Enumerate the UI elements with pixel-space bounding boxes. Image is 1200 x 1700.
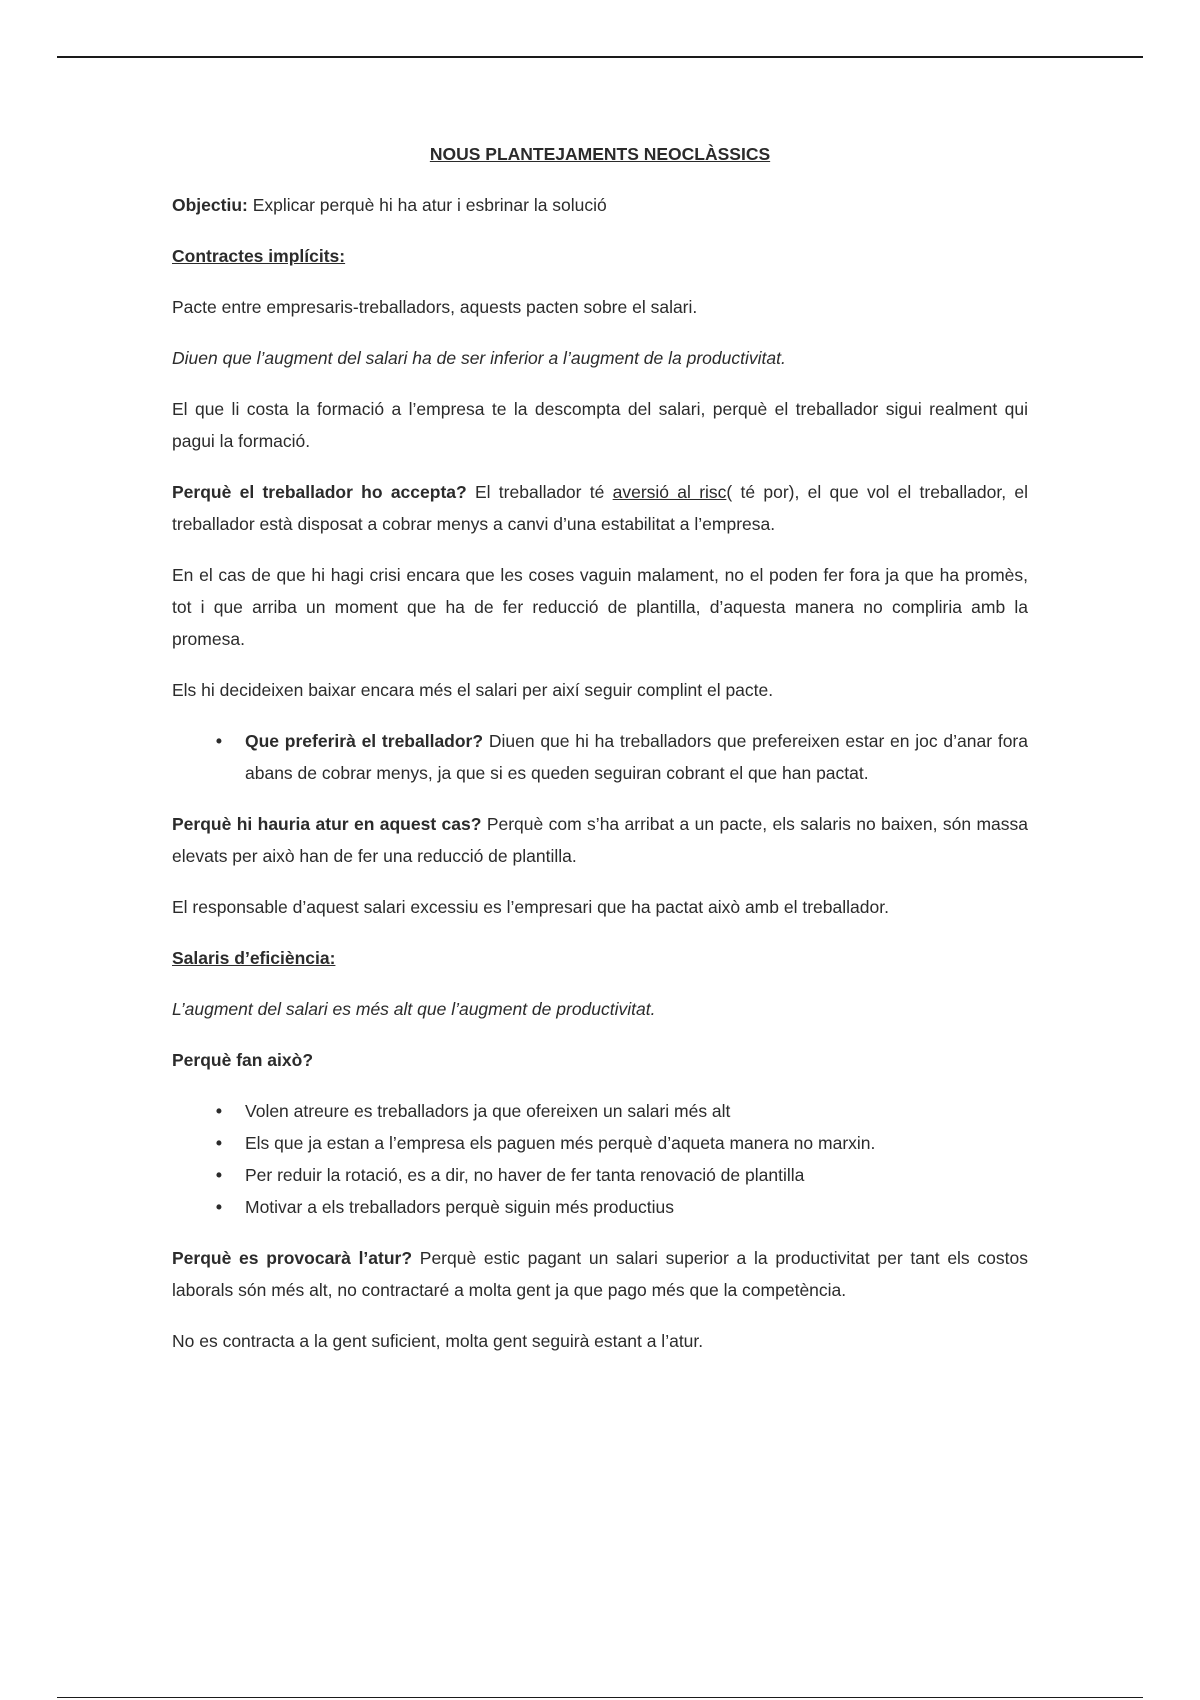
list-item-label: Que preferirà el treballador?: [245, 731, 484, 751]
question-paragraph: [172, 476, 1028, 540]
section-heading-eficiencia: [172, 942, 1028, 974]
list-item: [172, 1159, 1028, 1191]
paragraph: El responsable d’aquest salari excessiu es l’empresari que ha pactat això amb el treballador.: [172, 897, 889, 917]
question-paragraph: [172, 1242, 1028, 1306]
list-item: [172, 1191, 1028, 1223]
bullet-icon: •: [215, 1101, 223, 1121]
bullet-icon: •: [215, 1165, 223, 1185]
paragraph: En el cas de que hi hagi crisi encara que les coses vaguin malament, no el poden fer fora ja que ha promès, tot i que arriba un moment que ha de fer reducció de plantilla, d’aquesta manera no compliria amb la promesa.: [172, 565, 1028, 649]
paragraph: Pacte entre empresaris-treballadors, aquests pacten sobre el salari.: [172, 297, 698, 317]
bullet-icon: •: [215, 1133, 223, 1153]
question-text: Perquè estic pagant un salari superior a la productivitat per tant els costos laborals són més alt, no contractaré a molta gent ja que pago més que la competència.: [172, 1248, 1028, 1300]
paragraph: El que li costa la formació a l’empresa te la descompta del salari, perquè el treballador sigui realment qui pagui la formació.: [172, 399, 1028, 451]
paragraph: Els hi decideixen baixar encara més el salari per així seguir complint el pacte.: [172, 680, 774, 700]
objective-text: Explicar perquè hi ha atur i esbrinar la solució: [247, 195, 607, 215]
section-heading-contractes: [172, 240, 1028, 272]
document-body: [172, 138, 1028, 1376]
question-text: ( té por), el que vol el treballador, el treballador està disposat a cobrar menys a canvi d’una estabilitat a l’empresa.: [172, 482, 1028, 534]
objective-label: Objectiu:: [172, 195, 248, 215]
question-label: Perquè es provocarà l’atur?: [172, 1248, 413, 1268]
list-item-text: Per reduir la rotació, es a dir, no haver de fer tanta renovació de plantilla: [245, 1165, 805, 1185]
objective-paragraph: [172, 189, 1028, 221]
question-text: El treballador té: [466, 482, 613, 502]
footer-rule: [57, 1697, 1143, 1698]
list-item: [172, 725, 1028, 789]
bullet-icon: •: [215, 731, 223, 751]
question-label: Perquè hi hauria atur en aquest cas?: [172, 814, 482, 834]
question-label: Perquè el treballador ho accepta?: [172, 482, 467, 502]
list-item: [172, 1095, 1028, 1127]
list-item-text: Volen atreure es treballadors ja que ofereixen un salari més alt: [245, 1101, 731, 1121]
list-item-text: Diuen que hi ha treballadors que prefereixen estar en joc d’anar fora abans de cobrar menys, ja que si es queden seguiran cobrant el que han pactat.: [245, 731, 1028, 783]
header-rule: [57, 56, 1143, 58]
underlined-term: aversió al risc: [612, 482, 727, 502]
section-heading-label: Salaris d’eficiència:: [172, 948, 336, 968]
question-text: Perquè com s’ha arribat a un pacte, els salaris no baixen, són massa elevats per això han de fer una reducció de plantilla.: [172, 814, 1028, 866]
bullet-list: [172, 725, 1028, 789]
section-heading-label: Contractes implícits:: [172, 246, 346, 266]
bullet-list: [172, 1095, 1028, 1223]
list-item-text: Motivar a els treballadors perquè siguin més productius: [245, 1197, 674, 1217]
paragraph-italic: L’augment del salari es més alt que l’augment de productivitat.: [172, 999, 656, 1019]
page-title: NOUS PLANTEJAMENTS NEOCLÀSSICS: [429, 144, 771, 164]
question-paragraph: [172, 808, 1028, 872]
paragraph: No es contracta a la gent suficient, molta gent seguirà estant a l’atur.: [172, 1331, 704, 1351]
question-heading: Perquè fan això?: [172, 1050, 314, 1070]
list-item: [172, 1127, 1028, 1159]
list-item-text: Els que ja estan a l’empresa els paguen més perquè d’aqueta manera no marxin.: [245, 1133, 876, 1153]
paragraph-italic: Diuen que l’augment del salari ha de ser inferior a l’augment de la productivitat.: [172, 348, 786, 368]
bullet-icon: •: [215, 1197, 223, 1217]
